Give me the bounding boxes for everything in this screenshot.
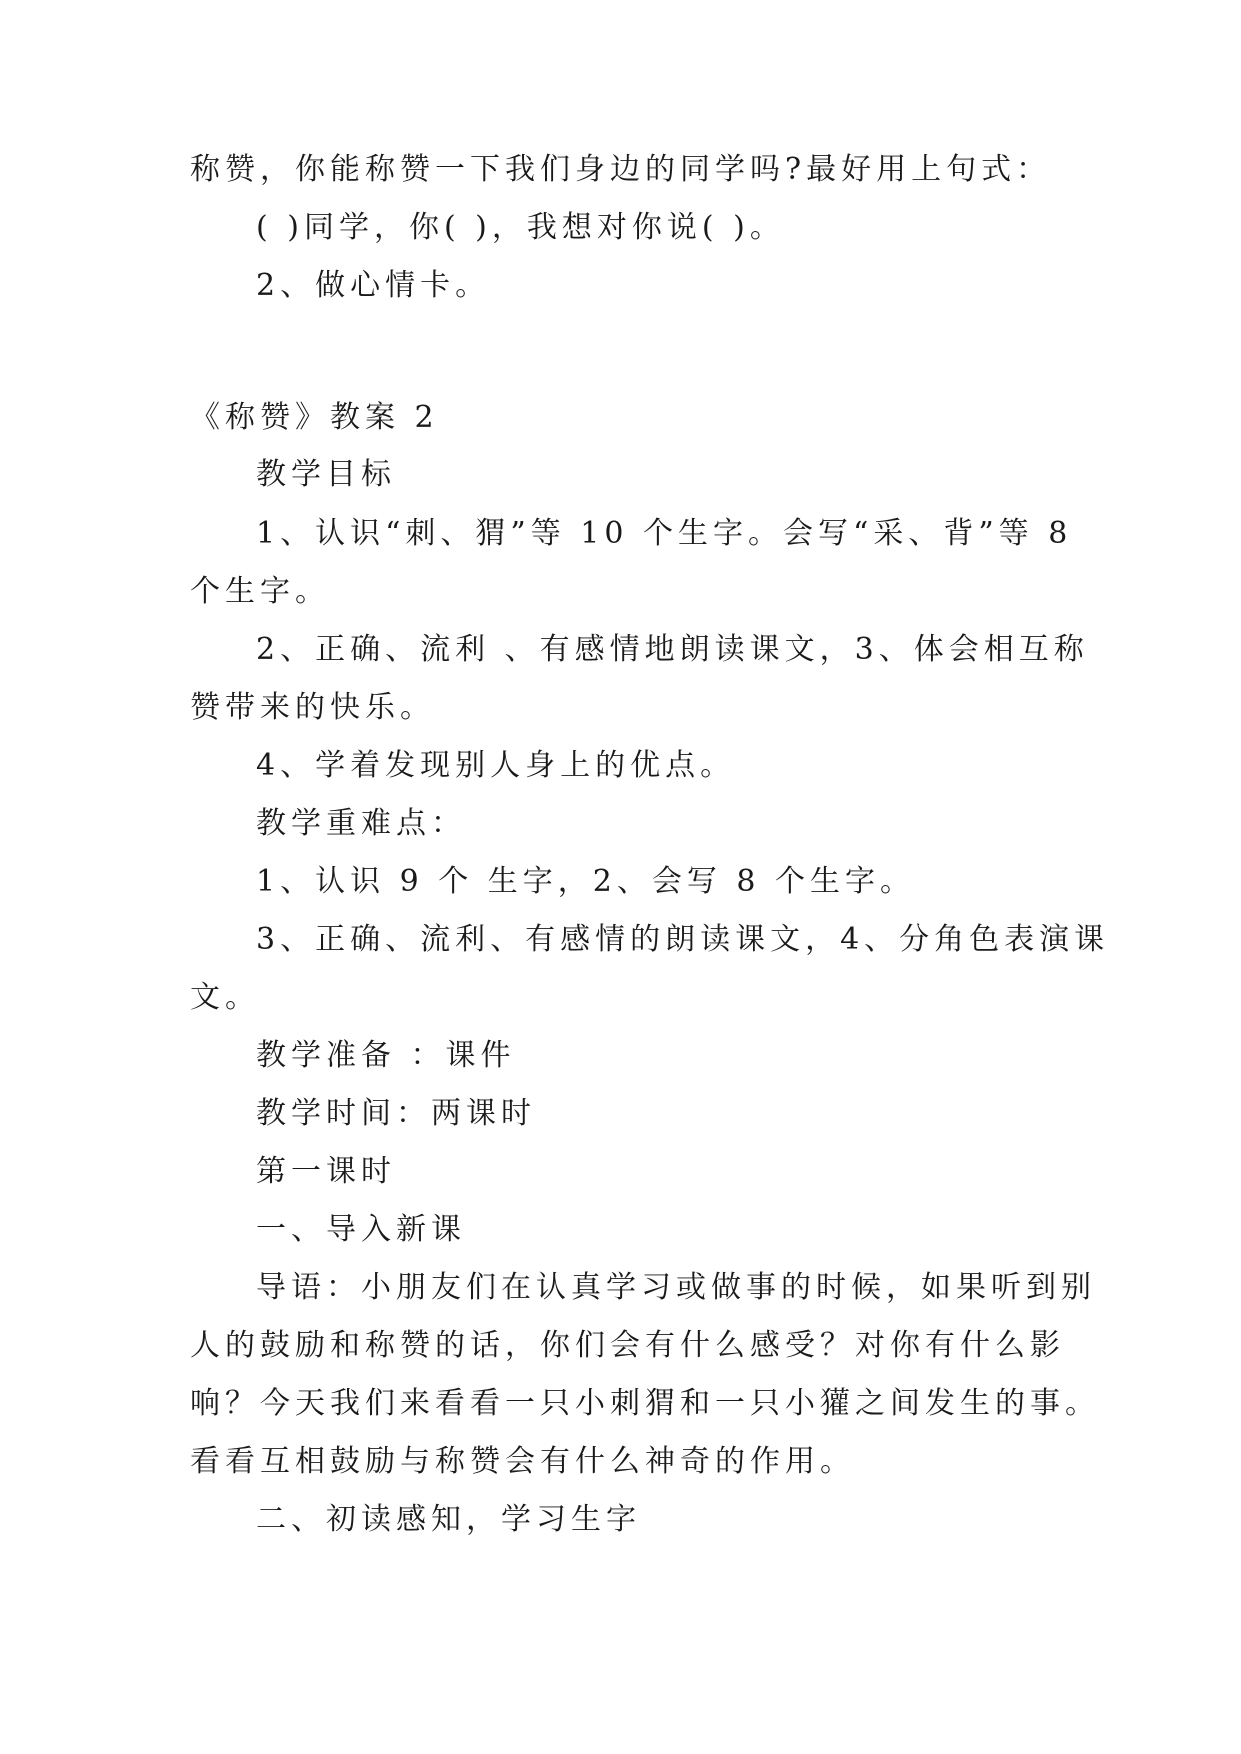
text-line: 看看互相鼓励与称赞会有什么神奇的作用。: [190, 1444, 855, 1479]
section-title: 《称赞》教案 2: [190, 400, 439, 435]
text-line: 2、正确、流利 、有感情地朗读课文，3、体会相互称: [256, 632, 1089, 667]
section-heading: 一、导入新课: [256, 1212, 466, 1247]
text-line: 文。: [190, 980, 260, 1015]
text-line: 教学时间：两课时: [256, 1096, 536, 1131]
text-line: 4、学着发现别人身上的优点。: [256, 748, 736, 783]
text-line: 2、做心情卡。: [256, 268, 491, 303]
text-line: 人的鼓励和称赞的话，你们会有什么感受？对你有什么影: [190, 1328, 1065, 1363]
section-heading: 教学重难点：: [256, 806, 466, 841]
section-heading: 二、初读感知，学习生字: [256, 1502, 641, 1537]
text-line: 个生字。: [190, 574, 330, 609]
text-line: ( )同学，你( )，我想对你说( )。: [256, 210, 785, 245]
text-line: 响？今天我们来看看一只小刺猬和一只小獾之间发生的事。: [190, 1386, 1100, 1421]
section-heading: 教学目标: [256, 457, 396, 492]
text-line: 1、认识 9 个 生字，2、会写 8 个生字。: [256, 864, 916, 899]
section-heading: 第一课时: [256, 1154, 396, 1189]
text-line: 赞带来的快乐。: [190, 690, 435, 725]
text-line: 1、认识“刺、猬”等 10 个生字。会写“采、背”等 8: [256, 516, 1073, 551]
text-line: 3、正确、流利、有感情的朗读课文，4、分角色表演课: [256, 922, 1110, 957]
text-line: 称赞，你能称赞一下我们身边的同学吗?最好用上句式：: [190, 152, 1052, 187]
text-line: 教学准备 ：课件: [256, 1038, 516, 1073]
text-line: 导语：小朋友们在认真学习或做事的时候，如果听到别: [256, 1270, 1096, 1305]
